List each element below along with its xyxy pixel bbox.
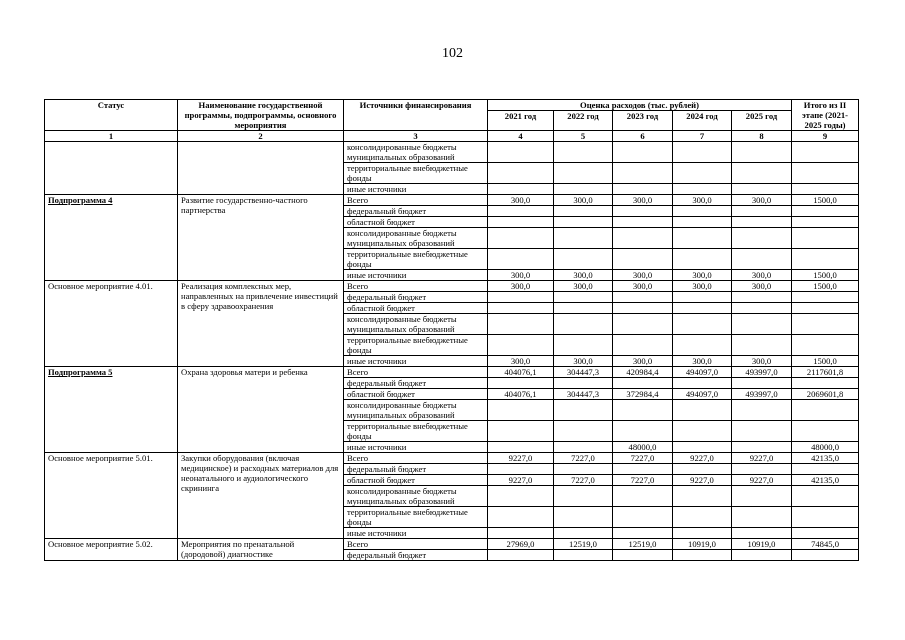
row-total: 1500,0 — [792, 356, 859, 367]
row-total — [792, 550, 859, 561]
column-index: 8 — [732, 131, 792, 142]
row-year-value — [488, 421, 554, 442]
row-year-value: 300,0 — [613, 195, 673, 206]
row-year-value — [554, 507, 613, 528]
column-index: 9 — [792, 131, 859, 142]
row-total — [792, 464, 859, 475]
row-source: консолидированные бюджеты муниципальных образований — [344, 400, 488, 421]
row-total: 1500,0 — [792, 270, 859, 281]
row-year-value: 27969,0 — [488, 539, 554, 550]
table-row — [45, 453, 859, 464]
row-year-value — [673, 507, 732, 528]
row-year-value: 10919,0 — [732, 539, 792, 550]
column-index: 6 — [613, 131, 673, 142]
row-source: федеральный бюджет — [344, 206, 488, 217]
column-index: 5 — [554, 131, 613, 142]
row-total — [792, 486, 859, 507]
row-year-value — [488, 249, 554, 270]
row-year-value — [613, 507, 673, 528]
row-year-value — [554, 550, 613, 561]
row-year-value — [613, 217, 673, 228]
row-year-value — [732, 464, 792, 475]
row-year-value: 300,0 — [613, 270, 673, 281]
row-year-value — [554, 163, 613, 184]
row-year-value — [613, 163, 673, 184]
row-year-value — [732, 550, 792, 561]
row-year-value — [613, 335, 673, 356]
row-year-value: 300,0 — [488, 195, 554, 206]
row-year-value — [732, 486, 792, 507]
row-year-value: 10919,0 — [673, 539, 732, 550]
row-year-value — [488, 163, 554, 184]
row-year-value — [613, 314, 673, 335]
row-source: консолидированные бюджеты муниципальных образований — [344, 142, 488, 163]
row-year-value — [613, 249, 673, 270]
header-estimate: Оценка расходов (тыс. рублей) — [488, 100, 792, 111]
header-status: Статус — [45, 100, 178, 131]
row-status: Подпрограмма 5 — [45, 367, 178, 453]
row-year-value — [673, 314, 732, 335]
row-year-value: 9227,0 — [488, 453, 554, 464]
row-total — [792, 421, 859, 442]
row-year-value — [613, 486, 673, 507]
row-source: территориальные внебюджетные фонды — [344, 335, 488, 356]
row-year-value — [488, 486, 554, 507]
row-year-value — [673, 486, 732, 507]
row-year-value — [732, 378, 792, 389]
row-year-value: 7227,0 — [554, 475, 613, 486]
row-year-value — [673, 335, 732, 356]
row-year-value — [554, 314, 613, 335]
column-index: 2 — [178, 131, 344, 142]
row-source: консолидированные бюджеты муниципальных образований — [344, 228, 488, 249]
row-total: 2069601,8 — [792, 389, 859, 400]
row-source: иные источники — [344, 356, 488, 367]
row-year-value — [488, 442, 554, 453]
row-year-value: 9227,0 — [732, 475, 792, 486]
row-year-value — [554, 486, 613, 507]
row-total — [792, 378, 859, 389]
row-source: иные источники — [344, 442, 488, 453]
row-year-value — [554, 142, 613, 163]
row-year-value — [613, 206, 673, 217]
row-year-value: 7227,0 — [613, 475, 673, 486]
row-year-value: 404076,1 — [488, 367, 554, 378]
row-year-value — [732, 507, 792, 528]
row-year-value — [613, 421, 673, 442]
row-source: федеральный бюджет — [344, 550, 488, 561]
row-year-value: 300,0 — [732, 356, 792, 367]
row-year-value — [732, 314, 792, 335]
row-source: Всего — [344, 453, 488, 464]
row-year-value — [673, 249, 732, 270]
row-year-value — [488, 303, 554, 314]
row-year-value — [673, 142, 732, 163]
row-year-value — [732, 228, 792, 249]
column-index: 3 — [344, 131, 488, 142]
header-year: 2021 год — [488, 111, 554, 131]
row-year-value: 300,0 — [732, 270, 792, 281]
header-source: Источники финансирования — [344, 100, 488, 131]
row-year-value — [732, 421, 792, 442]
row-year-value — [613, 464, 673, 475]
row-year-value — [488, 464, 554, 475]
row-name: Развитие государственно-частного партнерства — [178, 195, 344, 281]
header-year: 2025 год — [732, 111, 792, 131]
row-name: Реализация комплексных мер, направленных на привлечение инвестиций в сферу здравоохранения — [178, 281, 344, 367]
row-year-value — [554, 303, 613, 314]
row-year-value: 300,0 — [732, 195, 792, 206]
budget-table — [44, 99, 859, 561]
row-source: областной бюджет — [344, 303, 488, 314]
table-row — [45, 539, 859, 550]
row-source: федеральный бюджет — [344, 292, 488, 303]
row-total — [792, 217, 859, 228]
row-year-value — [673, 442, 732, 453]
row-year-value — [732, 528, 792, 539]
row-year-value — [488, 378, 554, 389]
row-year-value: 300,0 — [613, 281, 673, 292]
row-status: Подпрограмма 4 — [45, 195, 178, 281]
row-year-value — [732, 335, 792, 356]
table-row — [45, 367, 859, 378]
row-year-value: 12519,0 — [613, 539, 673, 550]
row-year-value: 300,0 — [554, 195, 613, 206]
row-year-value — [673, 228, 732, 249]
row-year-value — [613, 550, 673, 561]
row-year-value — [613, 228, 673, 249]
row-year-value: 12519,0 — [554, 539, 613, 550]
row-year-value — [613, 400, 673, 421]
row-year-value — [554, 292, 613, 303]
row-source: иные источники — [344, 270, 488, 281]
row-year-value: 9227,0 — [732, 453, 792, 464]
row-total — [792, 528, 859, 539]
row-year-value — [488, 507, 554, 528]
row-source: Всего — [344, 281, 488, 292]
row-year-value — [673, 550, 732, 561]
row-year-value — [554, 378, 613, 389]
row-year-value — [488, 142, 554, 163]
row-year-value: 372984,4 — [613, 389, 673, 400]
row-year-value: 300,0 — [488, 270, 554, 281]
row-year-value: 9227,0 — [673, 475, 732, 486]
row-year-value — [732, 303, 792, 314]
row-status: Основное мероприятие 5.02. — [45, 539, 178, 561]
row-year-value — [488, 528, 554, 539]
row-status — [45, 142, 178, 195]
row-year-value: 404076,1 — [488, 389, 554, 400]
row-year-value — [673, 163, 732, 184]
table-row — [45, 142, 859, 163]
row-total: 2117601,8 — [792, 367, 859, 378]
row-year-value: 300,0 — [488, 281, 554, 292]
table-row — [45, 281, 859, 292]
row-year-value — [673, 421, 732, 442]
row-year-value: 7227,0 — [613, 453, 673, 464]
header-name: Наименование государственной программы, подпрограммы, основного мероприятия — [178, 100, 344, 131]
row-status: Основное мероприятие 5.01. — [45, 453, 178, 539]
row-year-value — [554, 442, 613, 453]
row-year-value — [488, 335, 554, 356]
row-year-value — [673, 378, 732, 389]
row-source: федеральный бюджет — [344, 378, 488, 389]
row-year-value — [732, 217, 792, 228]
row-year-value — [732, 142, 792, 163]
row-year-value — [673, 400, 732, 421]
row-year-value: 300,0 — [673, 195, 732, 206]
row-total — [792, 184, 859, 195]
row-year-value — [673, 464, 732, 475]
row-year-value — [673, 206, 732, 217]
row-year-value: 300,0 — [613, 356, 673, 367]
row-total: 42135,0 — [792, 475, 859, 486]
row-year-value — [732, 206, 792, 217]
row-year-value — [673, 303, 732, 314]
row-year-value: 300,0 — [488, 356, 554, 367]
row-source: территориальные внебюджетные фонды — [344, 249, 488, 270]
row-source: Всего — [344, 367, 488, 378]
row-name: Охрана здоровья матери и ребенка — [178, 367, 344, 453]
row-source: территориальные внебюджетные фонды — [344, 421, 488, 442]
header-total: Итого из II этапе (2021-2025 годы) — [792, 100, 859, 131]
row-total — [792, 163, 859, 184]
row-year-value — [613, 378, 673, 389]
row-source: территориальные внебюджетные фонды — [344, 507, 488, 528]
row-year-value — [554, 228, 613, 249]
table-body — [45, 142, 859, 561]
row-total: 1500,0 — [792, 281, 859, 292]
row-year-value: 9227,0 — [673, 453, 732, 464]
row-year-value — [613, 528, 673, 539]
row-total — [792, 206, 859, 217]
row-total: 42135,0 — [792, 453, 859, 464]
row-year-value — [673, 528, 732, 539]
row-year-value: 300,0 — [554, 356, 613, 367]
column-index: 4 — [488, 131, 554, 142]
row-year-value: 493997,0 — [732, 367, 792, 378]
row-year-value: 7227,0 — [554, 453, 613, 464]
row-total — [792, 335, 859, 356]
row-year-value — [613, 184, 673, 195]
row-year-value — [673, 217, 732, 228]
row-year-value — [732, 400, 792, 421]
row-year-value: 494097,0 — [673, 367, 732, 378]
row-year-value: 300,0 — [673, 281, 732, 292]
row-year-value — [554, 421, 613, 442]
row-source: Всего — [344, 539, 488, 550]
header-year: 2024 год — [673, 111, 732, 131]
row-year-value — [488, 314, 554, 335]
row-name — [178, 142, 344, 195]
row-year-value: 300,0 — [554, 270, 613, 281]
row-year-value — [488, 228, 554, 249]
row-year-value — [554, 335, 613, 356]
row-source: территориальные внебюджетные фонды — [344, 163, 488, 184]
row-year-value: 300,0 — [673, 270, 732, 281]
row-total: 1500,0 — [792, 195, 859, 206]
row-source: федеральный бюджет — [344, 464, 488, 475]
row-year-value — [554, 464, 613, 475]
header-year: 2023 год — [613, 111, 673, 131]
row-total: 48000,0 — [792, 442, 859, 453]
row-source: областной бюджет — [344, 217, 488, 228]
row-year-value — [554, 217, 613, 228]
row-year-value: 304447,3 — [554, 367, 613, 378]
row-year-value: 493997,0 — [732, 389, 792, 400]
row-year-value: 9227,0 — [488, 475, 554, 486]
row-year-value — [554, 184, 613, 195]
row-total: 74845,0 — [792, 539, 859, 550]
row-year-value — [488, 400, 554, 421]
row-year-value — [732, 249, 792, 270]
row-year-value — [673, 292, 732, 303]
row-year-value — [554, 400, 613, 421]
row-total — [792, 314, 859, 335]
row-source: иные источники — [344, 528, 488, 539]
table-row — [45, 195, 859, 206]
row-year-value — [488, 217, 554, 228]
row-year-value — [673, 184, 732, 195]
row-year-value — [488, 550, 554, 561]
row-source: Всего — [344, 195, 488, 206]
row-name: Закупки оборудования (включая медицинское) и расходных материалов для неонатального и аудиологического скрининга — [178, 453, 344, 539]
row-status: Основное мероприятие 4.01. — [45, 281, 178, 367]
row-year-value — [554, 249, 613, 270]
row-year-value — [732, 184, 792, 195]
row-year-value — [488, 184, 554, 195]
row-total — [792, 249, 859, 270]
row-source: консолидированные бюджеты муниципальных образований — [344, 314, 488, 335]
row-total — [792, 507, 859, 528]
row-total — [792, 303, 859, 314]
row-source: консолидированные бюджеты муниципальных образований — [344, 486, 488, 507]
row-year-value — [613, 292, 673, 303]
row-total — [792, 228, 859, 249]
row-year-value: 48000,0 — [613, 442, 673, 453]
row-year-value — [554, 528, 613, 539]
column-index: 7 — [673, 131, 732, 142]
row-year-value: 304447,3 — [554, 389, 613, 400]
row-year-value: 420984,4 — [613, 367, 673, 378]
row-name: Мероприятия по пренатальной (дородовой) диагностике — [178, 539, 344, 561]
page-number: 102 — [442, 46, 463, 61]
row-source: иные источники — [344, 184, 488, 195]
row-year-value: 300,0 — [554, 281, 613, 292]
row-year-value — [488, 206, 554, 217]
row-year-value — [554, 206, 613, 217]
row-year-value — [613, 303, 673, 314]
row-year-value: 300,0 — [732, 281, 792, 292]
row-year-value — [488, 292, 554, 303]
row-total — [792, 142, 859, 163]
row-total — [792, 400, 859, 421]
row-source: областной бюджет — [344, 475, 488, 486]
row-year-value: 300,0 — [673, 356, 732, 367]
header-year: 2022 год — [554, 111, 613, 131]
row-source: областной бюджет — [344, 389, 488, 400]
column-index: 1 — [45, 131, 178, 142]
row-year-value: 494097,0 — [673, 389, 732, 400]
row-year-value — [613, 142, 673, 163]
row-year-value — [732, 292, 792, 303]
row-year-value — [732, 442, 792, 453]
row-total — [792, 292, 859, 303]
row-year-value — [732, 163, 792, 184]
